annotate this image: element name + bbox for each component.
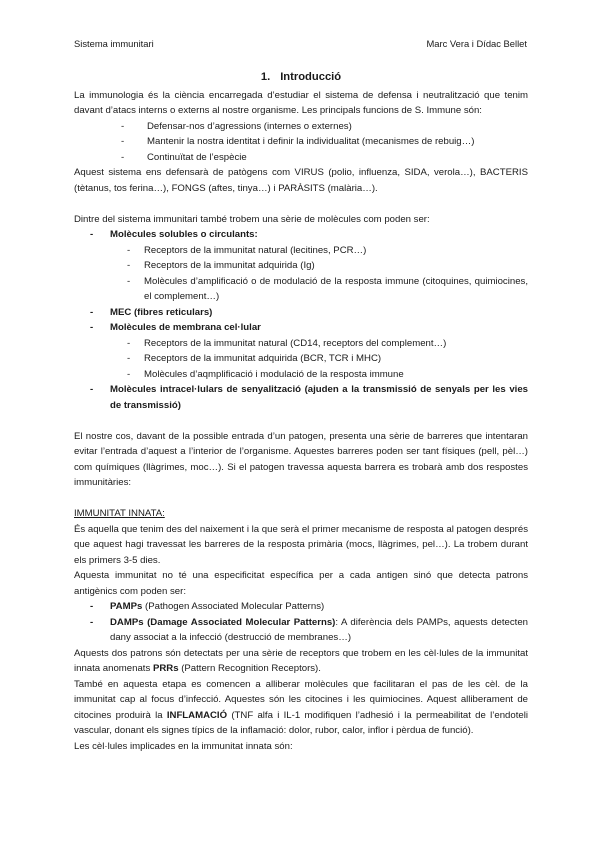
- header-left: Sistema immunitari: [74, 38, 154, 49]
- section-title-text: Introducció: [280, 71, 342, 83]
- pamps-item: - PAMPs (Pathogen Associated Molecular Patterns): [90, 601, 325, 612]
- function-item: - Mantenir la nostra identitat i definir la individualitat (mecanismes de rebuig…): [121, 136, 475, 147]
- innate-paragraph-3: Aquests dos patrons són detectats per una sèrie de receptors que trobem en les cèl·lules de la immunitat innata anomenats PRRs (Pattern Recognition Receptors).: [74, 647, 528, 674]
- soluble-molecules-heading: - Molècules solubles o circulants:: [90, 229, 258, 240]
- soluble-molecule-item: - Molècules d’amplificació o de modulació de la resposta immune (citoquines, quimiocines, el complement…): [127, 275, 528, 302]
- innate-immunity-heading: IMMUNITAT INNATA:: [74, 508, 165, 519]
- pathogens-paragraph: Aquest sistema ens defensarà de patògens com VIRUS (polio, influenza, SIDA, verola…), BACTERIS (tètanus, tos ferina…), FONGS (aftes, tinya…) i PARÀSITS (malària…).: [74, 167, 528, 194]
- innate-paragraph-4: També en aquesta etapa es comencen a alliberar molècules que facilitaran el pas de les cèl. de la immunitat cap al focus d’infecció. Aquestes són les citocines i les quimiocines. Aquest alliberament de citocines produirà la INFLAMACIÓ (TNF alfa i IL-1 modifiquen l’adhesió i la permeabilitat de l’endoteli vascular, donant els signes típics de la inflamació: dolor, rubor, calor, inflor i pèrdua de funció).: [74, 678, 528, 736]
- barriers-paragraph: El nostre cos, davant de la possible entrada d’un patogen, presenta una sèrie de barreres que intentaran evitar l’entrada d’aquest a l’interior de l’organisme. Aquestes barreres poden ser tant físiques (pell, pèl…) com químiques (llàgrimes, moc…). Si el patogen travessa aquesta barrera es trobarà amb dos respostes immunitàries:: [74, 430, 528, 488]
- function-item: - Continuïtat de l’espècie: [121, 151, 247, 163]
- membrane-molecule-item: - Receptors de la immunitat natural (CD14, receptors del complement…): [127, 337, 447, 349]
- section-number: 1.: [260, 71, 271, 83]
- intracellular-molecules-item: - Molècules intracel·lulars de senyalització (ajuden a la transmissió de senyals per les vies de transmissió): [90, 384, 528, 411]
- document-body: [74, 70, 528, 754]
- membrane-molecule-item: - Receptors de la immunitat adquirida (BCR, TCR i MHC): [127, 353, 382, 364]
- soluble-molecule-item: - Receptors de la immunitat adquirida (Ig): [127, 260, 315, 271]
- molecules-intro: Dintre del sistema immunitari també trobem una sèrie de molècules com poden ser:: [74, 213, 430, 225]
- innate-paragraph-2: Aquesta immunitat no té una especificitat específica per a cada antigen sinó que detecta patrons antigènics com poden ser:: [74, 570, 528, 597]
- membrane-molecule-item: - Molècules d’aqmplificació i modulació de la resposta immune: [127, 368, 404, 380]
- section-title: [74, 70, 528, 86]
- damps-item: - DAMPs (Damage Associated Molecular Patterns): A diferència dels PAMPs, aquests detecten dany associat a la infecció (destrucció de membranes…): [90, 616, 528, 643]
- intro-paragraph: La immunologia és la ciència encarregada d’estudiar el sistema de defensa i neutralització que tenim davant d’atacs interns o externs al nostre organisme. Les principals funcions de S. Immune són:: [74, 89, 528, 116]
- innate-paragraph-1: És aquella que tenim des del naixement i la que serà el primer mecanisme de resposta al patogen després que aquest hagi travessat les barreres de la resposta primària (mocs, llàgrimes, pel…). La trobem durant els primers 3-5 dies.: [74, 523, 528, 566]
- header-right: Marc Vera i Dídac Bellet: [426, 38, 527, 49]
- innate-paragraph-5: Les cèl·lules implicades en la immunitat innata són:: [74, 740, 293, 752]
- membrane-molecules-heading: - Molècules de membrana cel·lular: [90, 322, 261, 333]
- mec-item: - MEC (fibres reticulars): [90, 306, 213, 318]
- function-item: - Defensar-nos d’agressions (internes o externes): [121, 120, 352, 132]
- soluble-molecule-item: - Receptors de la immunitat natural (lecitines, PCR…): [127, 244, 367, 256]
